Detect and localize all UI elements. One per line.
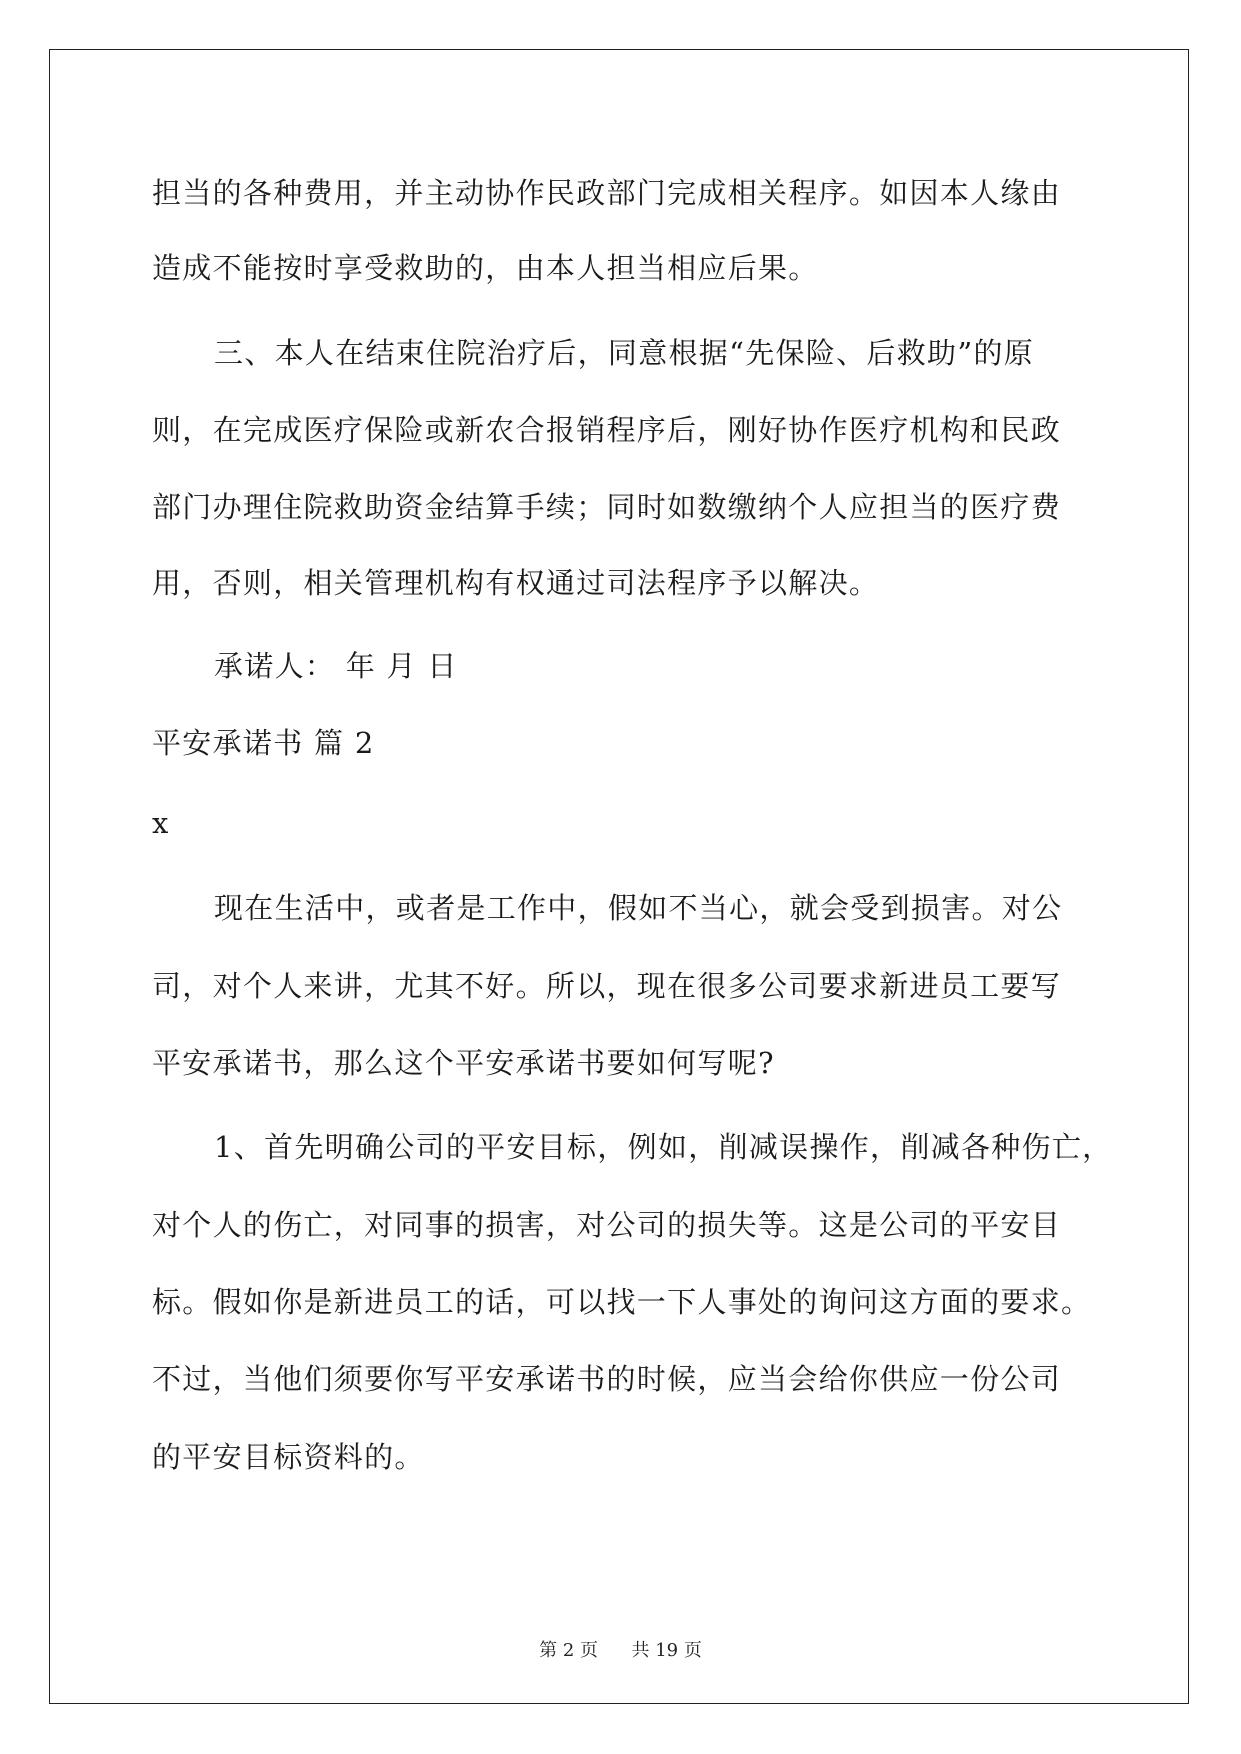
page-footer bbox=[0, 1636, 1241, 1662]
paragraph-line: 1、首先明确公司的平安目标，例如，削减误操作，削减各种伤亡， bbox=[214, 1130, 1113, 1164]
page-number: 第 2 页 bbox=[539, 1640, 599, 1661]
page-total: 共 19 页 bbox=[631, 1640, 702, 1661]
paragraph-line: 司，对个人来讲，尤其不好。所以，现在很多公司要求新进员工要写 bbox=[152, 969, 1062, 1003]
paragraph-line: 则，在完成医疗保险或新农合报销程序后，刚好协作医疗机构和民政 bbox=[152, 413, 1062, 447]
paragraph-line: 平安承诺书，那么这个平安承诺书要如何写呢? bbox=[152, 1046, 775, 1080]
signature-line: 承诺人： 年 月 日 bbox=[214, 649, 458, 683]
paragraph-line: 用，否则，相关管理机构有权通过司法程序予以解决。 bbox=[152, 566, 880, 600]
paragraph-line: 标。假如你是新进员工的话，可以找一下人事处的询问这方面的要求。 bbox=[152, 1285, 1092, 1319]
paragraph-line: 造成不能按时享受救助的，由本人担当相应后果。 bbox=[152, 251, 819, 285]
paragraph-line: 部门办理住院救助资金结算手续；同时如数缴纳个人应担当的医疗费 bbox=[152, 490, 1062, 524]
paragraph-line: 对个人的伤亡，对同事的损害，对公司的损失等。这是公司的平安目 bbox=[152, 1208, 1062, 1242]
paragraph-line: x bbox=[152, 806, 170, 840]
paragraph-line: 现在生活中，或者是工作中，假如不当心，就会受到损害。对公 bbox=[214, 891, 1063, 925]
paragraph-line: 三、本人在结束住院治疗后，同意根据“先保险、后救助”的原 bbox=[214, 336, 1035, 370]
paragraph-line: 担当的各种费用，并主动协作民政部门完成相关程序。如因本人缘由 bbox=[152, 176, 1062, 210]
section-heading: 平安承诺书 篇 2 bbox=[152, 726, 375, 760]
paragraph-line: 的平安目标资料的。 bbox=[152, 1440, 425, 1474]
paragraph-line: 不过，当他们须要你写平安承诺书的时候，应当会给你供应一份公司 bbox=[152, 1362, 1062, 1396]
